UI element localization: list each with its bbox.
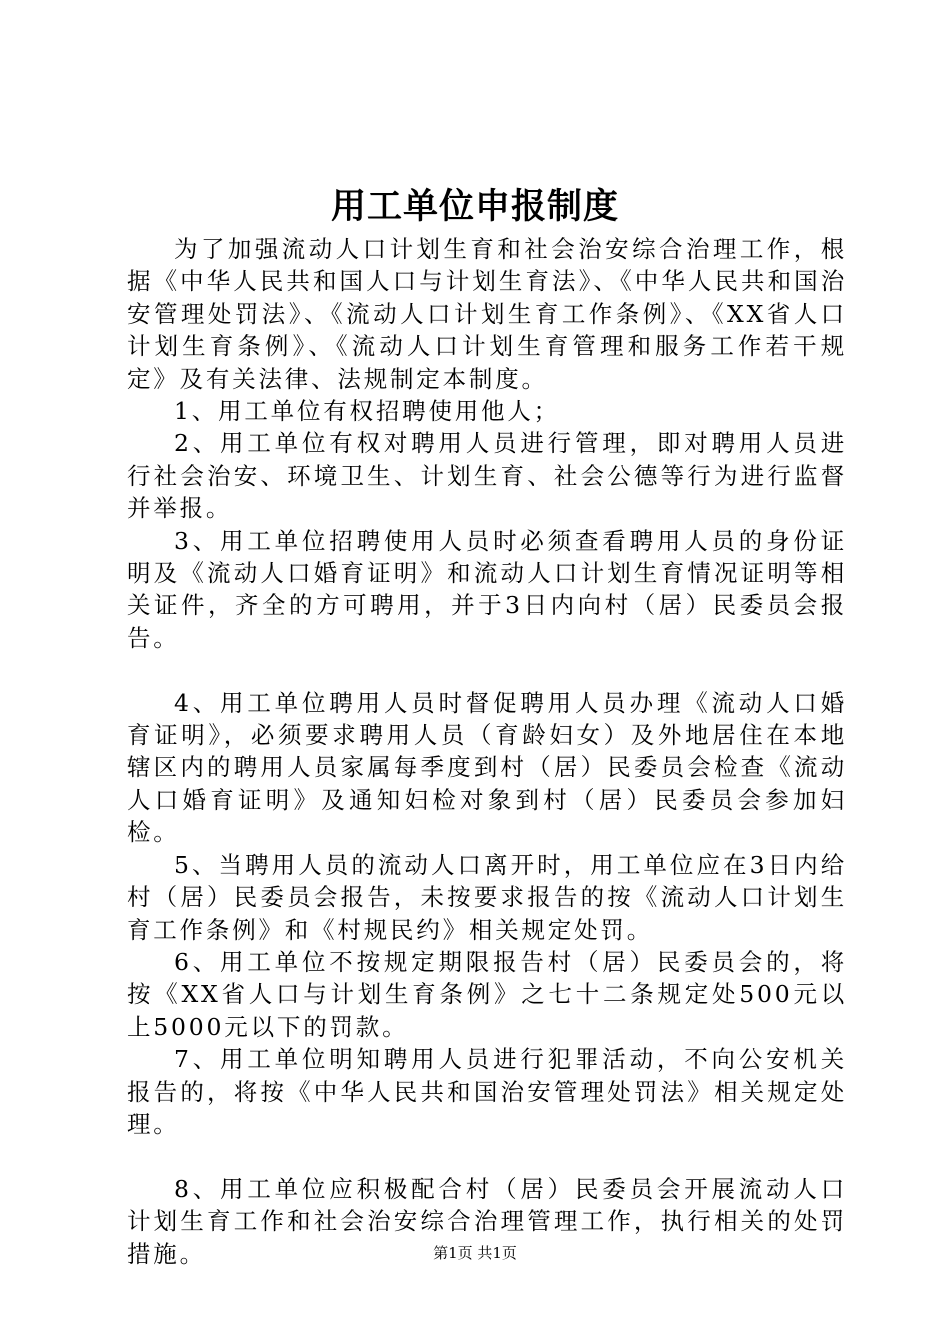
paragraph-item-2: 2、用工单位有权对聘用人员进行管理，即对聘用人员进行社会治安、环境卫生、计划生育、社会公德等行为进行监督并举报。 xyxy=(127,429,847,523)
paragraph-item-3: 3、用工单位招聘使用人员时必须查看聘用人员的身份证明及《流动人口婚育证明》和流动人口计划生育情况证明等相关证件，齐全的方可聘用，并于3日内向村（居）民委员会报告。 xyxy=(127,526,847,652)
paragraph-item-7: 7、用工单位明知聘用人员进行犯罪活动，不向公安机关报告的，将按《中华人民共和国治安管理处罚法》相关规定处理。 xyxy=(127,1045,847,1138)
page-footer: 第1页 共1页 xyxy=(433,1244,517,1262)
paragraph-item-5: 5、当聘用人员的流动人口离开时，用工单位应在3日内给村（居）民委员会报告，未按要求报告的按《流动人口计划生育工作条例》和《村规民约》相关规定处罚。 xyxy=(127,850,847,944)
paragraph-item-4: 4、用工单位聘用人员时督促聘用人员办理《流动人口婚育证明》，必须要求聘用人员（育龄妇女）及外地居住在本地辖区内的聘用人员家属每季度到村（居）民委员会检查《流动人口婚育证明》及通知妇检对象到村（居）民委员会参加妇检。 xyxy=(127,688,847,847)
document-body xyxy=(127,233,847,1270)
paragraph-item-1: 1、用工单位有权招聘使用他人； xyxy=(174,397,560,426)
paragraph-spacer xyxy=(127,1140,847,1172)
paragraph-spacer xyxy=(127,654,847,686)
paragraph-item-8: 8、用工单位应积极配合村（居）民委员会开展流动人口计划生育工作和社会治安综合治理管理工作，执行相关的处罚措施。 xyxy=(127,1174,847,1268)
paragraph-intro: 为了加强流动人口计划生育和社会治安综合治理工作，根据《中华人民共和国人口与计划生育法》、《中华人民共和国治安管理处罚法》、《流动人口计划生育工作条例》、《XX省人口计划生育条例》、《流动人口计划生育管理和服务工作若干规定》及有关法律、法规制定本制度。 xyxy=(127,235,847,393)
document-title: 用工单位申报制度 xyxy=(330,186,619,227)
paragraph-item-6: 6、用工单位不按规定期限报告村（居）民委员会的，将按《XX省人口与计划生育条例》之七十二条规定处500元以上5000元以下的罚款。 xyxy=(127,947,847,1041)
